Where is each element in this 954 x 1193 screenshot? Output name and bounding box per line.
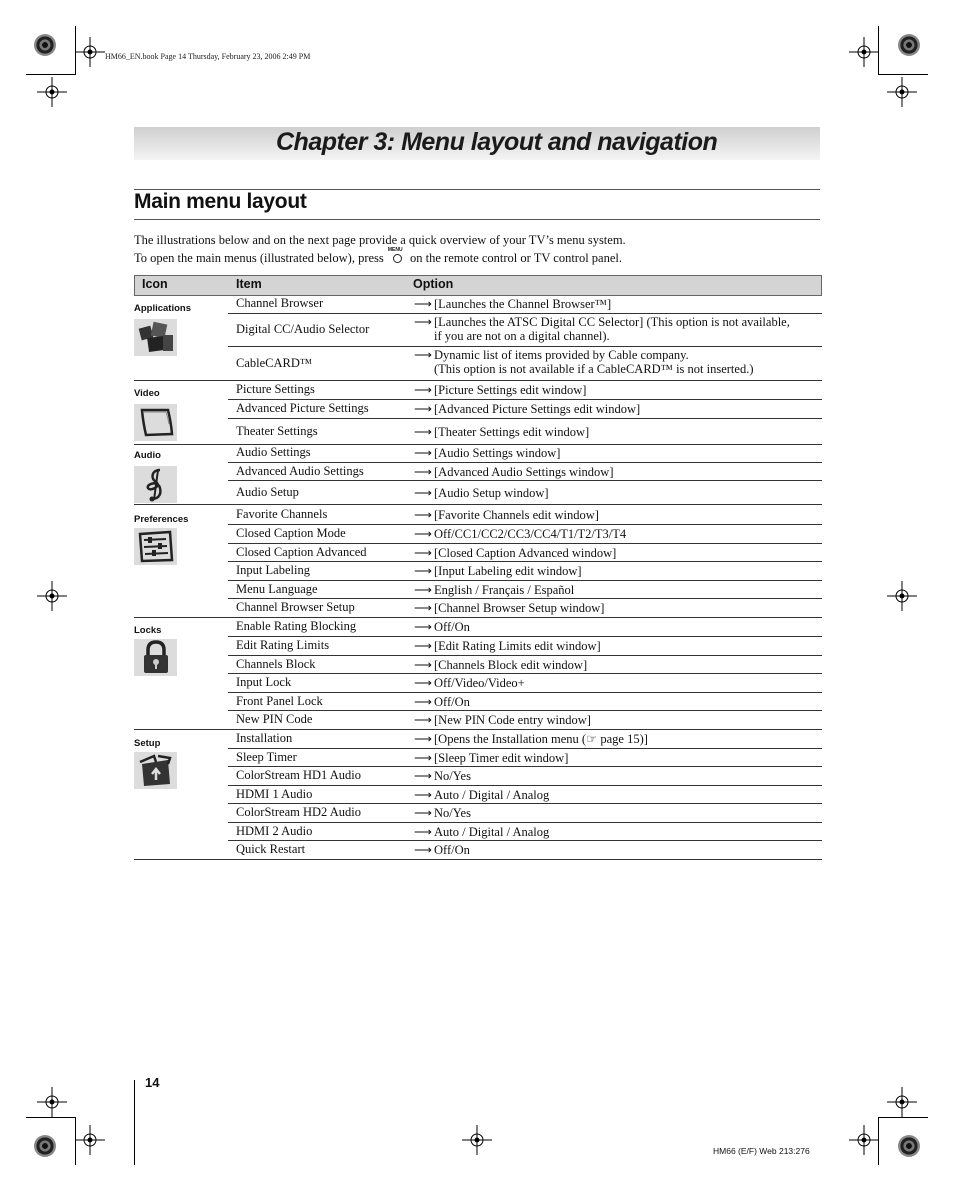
table-row [228,822,822,840]
option-value: [Closed Caption Advanced window] [434,546,617,560]
arrow-icon: ⟶ [414,639,432,653]
item-label: Theater Settings [236,424,318,438]
table-row [228,313,822,346]
intro-line-2 [134,247,622,266]
item-label: Closed Caption Mode [236,526,346,540]
option-value: [Launches the Channel Browser™] [434,297,612,311]
item-label: ColorStream HD2 Audio [236,805,361,819]
arrow-icon: ⟶ [414,788,432,802]
header-icon: Icon [142,277,168,291]
category-label: Applications [134,303,192,314]
table-row [228,346,822,380]
menu-key-icon [387,247,407,263]
registration-mark-icon [462,1125,492,1155]
item-label: Channels Block [236,657,316,671]
option-value: Off/CC1/CC2/CC3/CC4/T1/T2/T3/T4 [434,527,627,541]
applications-icon [134,319,177,356]
registration-mark-icon [849,37,879,67]
arrow-icon: ⟶ [414,658,432,672]
table-row [228,380,822,399]
item-label: Digital CC/Audio Selector [236,322,370,336]
option-value: [Launches the ATSC Digital CC Selector] (This option is not available, if you are not on a digital channel). [434,315,790,343]
arrow-icon: ⟶ [414,676,432,690]
item-label: HDMI 1 Audio [236,787,313,801]
category-label: Setup [134,738,161,749]
item-label: HDMI 2 Audio [236,824,313,838]
option-value: [Advanced Picture Settings edit window] [434,402,641,416]
item-label: Edit Rating Limits [236,638,330,652]
color-target-icon [898,1135,920,1157]
option-value: [Favorite Channels edit window] [434,508,599,522]
item-label: Channel Browser [236,296,324,310]
table-row [228,673,822,692]
arrow-icon: ⟶ [414,806,432,820]
arrow-icon: ⟶ [414,527,432,541]
table-row [228,766,822,785]
table-header [134,275,822,296]
registration-mark-icon [887,1087,917,1117]
option-value: [Channels Block edit window] [434,658,588,672]
arrow-icon: ⟶ [414,601,432,615]
table-row [228,692,822,710]
item-label: Input Labeling [236,563,310,577]
item-label: Favorite Channels [236,507,328,521]
table-row [228,462,822,480]
option-value: [Theater Settings edit window] [434,425,590,439]
print-header-info: HM66_EN.book Page 14 Thursday, February 23, 2006 2:49 PM [105,52,311,61]
table-row [228,729,822,748]
header-item: Item [236,277,262,291]
option-value: Dynamic list of items provided by Cable company. (This option is not available if a CableCARD™ is not inserted.) [434,348,754,376]
item-label: Menu Language [236,582,318,596]
option-value: Auto / Digital / Analog [434,825,550,839]
option-value: Off/On [434,843,470,857]
arrow-icon: ⟶ [414,465,432,479]
item-label: Sleep Timer [236,750,297,764]
category-label: Video [134,388,160,399]
arrow-icon: ⟶ [414,695,432,709]
section-rule-bottom [134,219,820,220]
item-label: ColorStream HD1 Audio [236,768,361,782]
lock-icon [134,639,177,676]
table-row [228,443,822,462]
table-row [228,294,822,313]
category-label: Audio [134,450,161,461]
table-row [228,655,822,673]
table-row [228,617,822,636]
category-label: Locks [134,625,162,636]
table-row [228,543,822,561]
arrow-icon: ⟶ [414,769,432,783]
arrow-icon: ⟶ [414,713,432,727]
item-label: Quick Restart [236,842,306,856]
item-label: CableCARD™ [236,356,313,370]
table-row [228,480,822,504]
table-row [228,748,822,766]
arrow-icon: ⟶ [414,583,432,597]
header-option: Option [413,277,454,291]
item-label: Picture Settings [236,382,315,396]
page-number: 14 [145,1075,160,1090]
item-label: Front Panel Lock [236,694,323,708]
table-row [228,840,822,859]
registration-mark-icon [849,1125,879,1155]
option-value: [Sleep Timer edit window] [434,751,569,765]
table-row [228,803,822,822]
option-value: Auto / Digital / Analog [434,788,550,802]
option-value: English / Français / Español [434,583,575,597]
table-row [228,561,822,580]
item-label: Installation [236,731,293,745]
option-value: Off/On [434,620,470,634]
menu-key-label: MENU [387,247,403,253]
option-value: [Audio Setup window] [434,486,549,500]
option-value: Off/On [434,695,470,709]
option-value: No/Yes [434,769,471,783]
item-label: Advanced Picture Settings [236,401,369,415]
registration-mark-icon [75,37,105,67]
arrow-icon: ⟶ [414,751,432,765]
category-label: Preferences [134,514,189,525]
arrow-icon: ⟶ [414,564,432,578]
option-value: [New PIN Code entry window] [434,713,591,727]
section-title: Main menu layout [134,190,307,213]
registration-mark-icon [37,1087,67,1117]
intro-text-after: on the remote control or TV control panel. [410,251,622,265]
arrow-icon: ⟶ [414,843,432,857]
group-divider [134,859,822,860]
arrow-icon: ⟶ [414,732,432,746]
arrow-icon: ⟶ [414,315,432,329]
audio-icon [134,466,177,503]
chapter-title: Chapter 3: Menu layout and navigation [276,128,718,156]
registration-mark-icon [37,77,67,107]
video-icon [134,404,177,441]
item-label: New PIN Code [236,712,313,726]
table-row [228,524,822,543]
option-value: Off/Video/Video+ [434,676,525,690]
color-target-icon [34,34,56,56]
intro-line-1: The illustrations below and on the next page provide a quick overview of your TV’s menu system. [134,233,626,247]
table-row [228,636,822,655]
table-row [228,418,822,444]
arrow-icon: ⟶ [414,402,432,416]
arrow-icon: ⟶ [414,486,432,500]
table-row [228,505,822,524]
arrow-icon: ⟶ [414,546,432,560]
option-value: No/Yes [434,806,471,820]
arrow-icon: ⟶ [414,446,432,460]
arrow-icon: ⟶ [414,297,432,311]
registration-mark-icon [75,1125,105,1155]
preferences-icon [134,528,177,565]
table-row [228,785,822,803]
option-value: [Edit Rating Limits edit window] [434,639,601,653]
item-label: Audio Setup [236,485,299,499]
option-value: [Input Labeling edit window] [434,564,582,578]
option-value: [Channel Browser Setup window] [434,601,605,615]
arrow-icon: ⟶ [414,425,432,439]
table-row [228,710,822,729]
registration-mark-icon [887,77,917,107]
arrow-icon: ⟶ [414,348,432,362]
registration-mark-icon [887,581,917,611]
arrow-icon: ⟶ [414,383,432,397]
option-value: [Audio Settings window] [434,446,561,460]
arrow-icon: ⟶ [414,620,432,634]
item-label: Input Lock [236,675,292,689]
color-target-icon [898,34,920,56]
arrow-icon: ⟶ [414,825,432,839]
table-row [228,399,822,418]
option-value: [Picture Settings edit window] [434,383,587,397]
table-row [228,598,822,617]
option-value: [Opens the Installation menu (☞ page 15)] [434,732,648,746]
item-label: Closed Caption Advanced [236,545,367,559]
registration-mark-icon [37,581,67,611]
color-target-icon [34,1135,56,1157]
print-footer-info: HM66 (E/F) Web 213:276 [713,1146,810,1156]
item-label: Channel Browser Setup [236,600,355,614]
intro-text-before: To open the main menus (illustrated below), press [134,251,384,265]
item-label: Enable Rating Blocking [236,619,357,633]
setup-icon [134,752,177,789]
option-value: [Advanced Audio Settings window] [434,465,614,479]
table-row [228,580,822,598]
item-label: Advanced Audio Settings [236,464,364,478]
arrow-icon: ⟶ [414,508,432,522]
item-label: Audio Settings [236,445,311,459]
